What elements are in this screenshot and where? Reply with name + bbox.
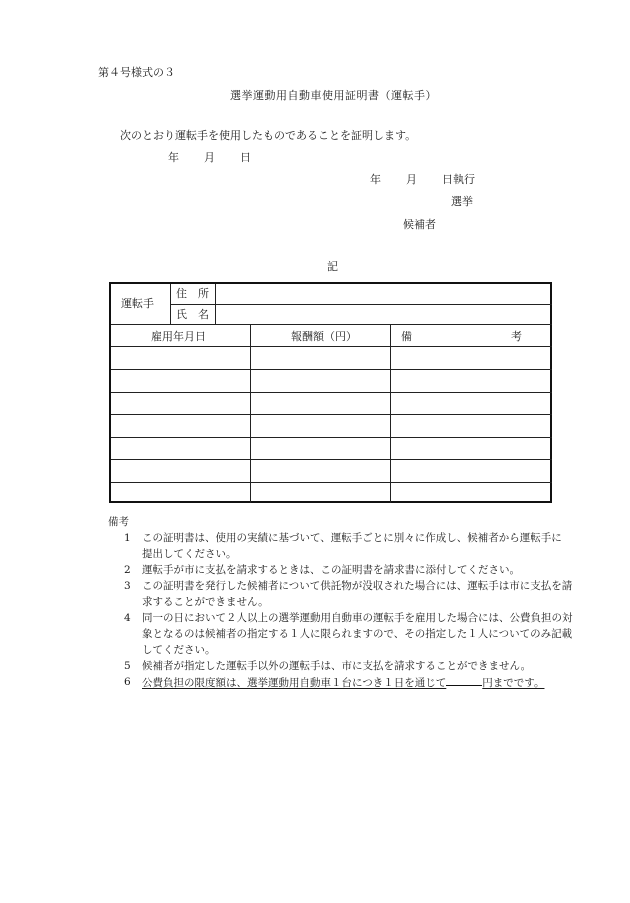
exec-year-label: 年 — [370, 173, 381, 186]
name-label: 氏 名 — [176, 308, 209, 321]
note-number: 5 — [124, 660, 131, 672]
issue-date — [168, 152, 251, 163]
certification-statement: 次のとおり運転手を使用したものであることを証明します。 — [120, 129, 417, 142]
column-header-fee: 報酬額（円） — [291, 330, 357, 343]
note-number: 1 — [124, 532, 131, 544]
column-header-employment-date: 雇用年月日 — [151, 330, 206, 343]
table-rule — [111, 324, 552, 325]
amount-blank — [446, 674, 482, 686]
table-rule — [170, 304, 552, 305]
table-rule — [111, 346, 552, 347]
exec-day-label: 日執行 — [442, 173, 475, 186]
note-number: 2 — [124, 564, 131, 576]
remarks-note — [108, 530, 578, 562]
note-text: この証明書を発行した候補者について供託物が没収された場合には、運転手は市に支払を請求することができません。 — [142, 580, 573, 608]
note-text: 同一の日において２人以上の選挙運動用自動車の運転手を雇用した場合には、公費負担の対象となるのは候補者の指定する１人に限られますので、その指定した１人についてのみ記載してください。 — [142, 612, 573, 656]
note-text: この証明書は、使用の実績に基づいて、運転手ごとに別々に作成し、候補者から運転手に提出してください。 — [142, 532, 562, 560]
remarks-note — [108, 610, 578, 658]
note-number: 3 — [124, 580, 131, 592]
column-header-remarks-a: 備 — [401, 330, 412, 343]
form-number: 第４号様式の３ — [98, 66, 175, 79]
note-text: 運転手が市に支払を請求するときは、この証明書を請求書に添付してください。 — [142, 564, 520, 576]
note-text: 公費負担の限度額は、選挙運動用自動車１台につき１日を通じて — [142, 677, 447, 689]
table-rule — [111, 414, 552, 415]
remarks-note — [108, 658, 578, 674]
candidate-label: 候補者 — [403, 218, 436, 231]
table-rule — [250, 324, 251, 503]
remarks-note — [108, 674, 578, 691]
note-text: 候補者が指定した運転手以外の運転手は、市に支払を請求することができません。 — [142, 660, 532, 672]
table-rule — [390, 324, 391, 503]
note-number: 4 — [124, 612, 131, 624]
table-rule — [111, 482, 552, 483]
table-rule — [111, 459, 552, 460]
address-label: 住 所 — [176, 287, 209, 300]
remarks-heading: 備考 — [108, 516, 129, 528]
table-rule — [111, 369, 552, 370]
issue-year-label: 年 — [168, 151, 179, 164]
remarks-note — [108, 562, 578, 578]
execution-date — [370, 174, 475, 185]
table-rule — [111, 392, 552, 393]
note-text-suffix: 円までです。 — [482, 677, 545, 689]
driver-table — [109, 282, 552, 503]
column-header-remarks-b: 考 — [511, 330, 522, 343]
driver-label: 運転手 — [121, 297, 154, 310]
election-label: 選挙 — [451, 195, 473, 208]
page-title: 選挙運動用自動車使用証明書（運転手） — [230, 89, 437, 102]
exec-month-label: 月 — [406, 173, 417, 186]
table-rule — [111, 437, 552, 438]
remarks-section — [108, 514, 578, 691]
note-number: 6 — [124, 676, 131, 688]
issue-day-label: 日 — [240, 151, 251, 164]
remarks-note — [108, 578, 578, 610]
ki-label: 記 — [327, 260, 338, 273]
issue-month-label: 月 — [204, 151, 215, 164]
